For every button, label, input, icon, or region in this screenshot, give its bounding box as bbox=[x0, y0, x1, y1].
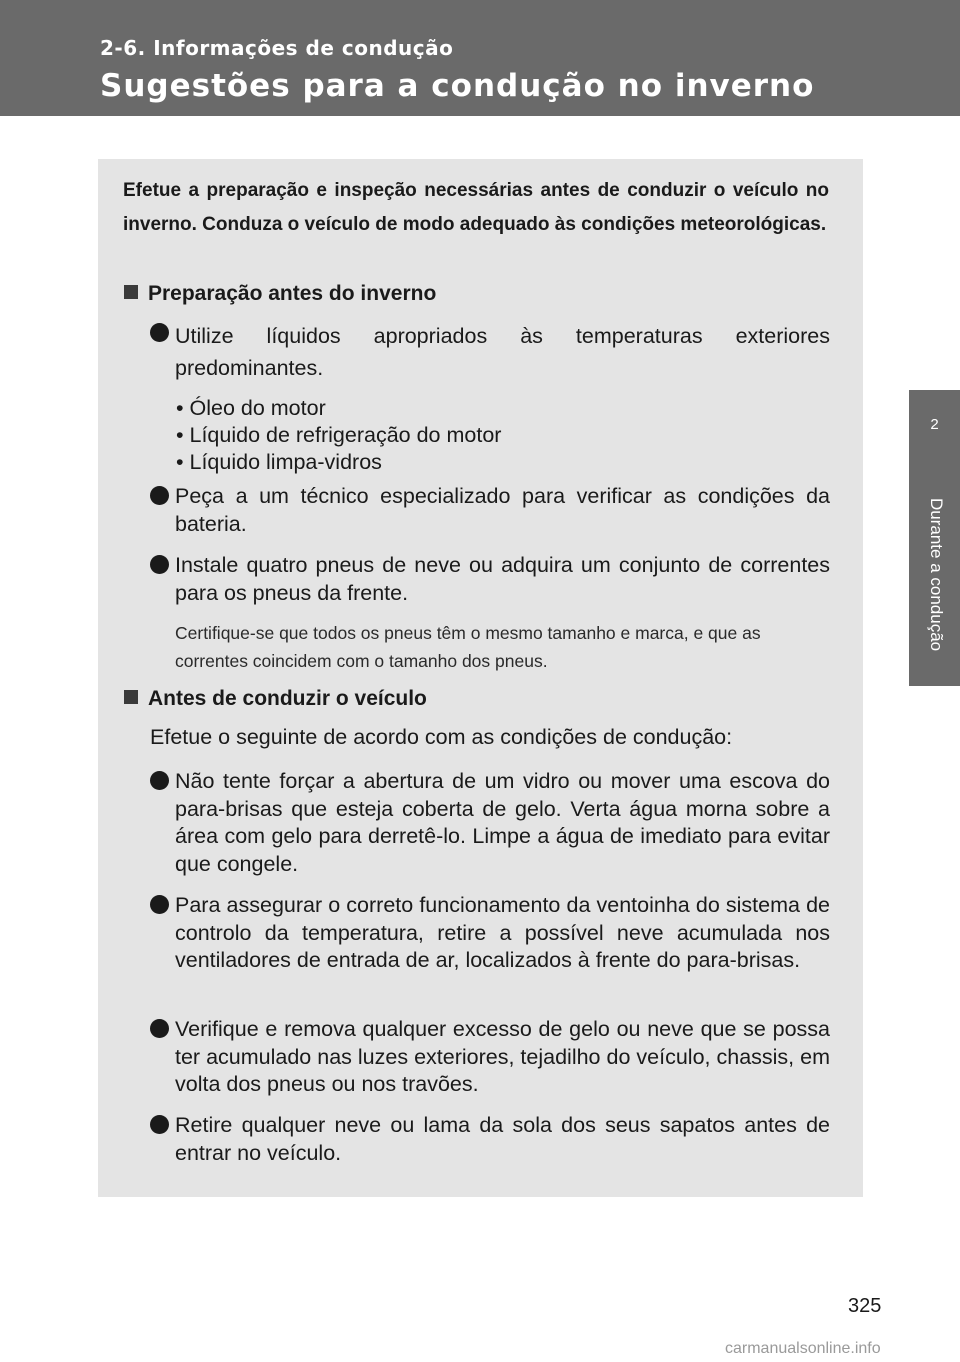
bullet-dot-icon bbox=[150, 895, 169, 914]
bullet-item bbox=[150, 483, 830, 538]
section-label: 2-6. Informações de condução bbox=[100, 36, 454, 60]
section-heading-preparation bbox=[124, 282, 436, 306]
square-bullet-icon bbox=[124, 690, 138, 704]
chapter-side-tab[interactable] bbox=[909, 390, 960, 686]
header-bar bbox=[0, 0, 960, 116]
bullet-text: Instale quatro pneus de neve ou adquira um conjunto de correntes para os pneus da frente. bbox=[175, 553, 830, 605]
bullet-dot-icon bbox=[150, 1019, 169, 1038]
section-intro-text: Efetue o seguinte de acordo com as condições de condução: bbox=[150, 725, 733, 749]
chapter-label: Durante a condução bbox=[927, 498, 946, 652]
watermark: carmanualsonline.info bbox=[725, 1340, 881, 1357]
bullet-text: Não tente forçar a abertura de um vidro ou mover uma escova do para-brisas que esteja coberta de gelo. Verta água morna sobre a área com gelo para derretê-lo. Limpe a água de imediato para evitar que congele. bbox=[175, 769, 830, 876]
bullet-item bbox=[150, 768, 830, 878]
bullet-dot-icon bbox=[150, 555, 169, 574]
bullet-text: Retire qualquer neve ou lama da sola dos seus sapatos antes de entrar no veículo. bbox=[175, 1113, 830, 1165]
page-title: Sugestões para a condução no inverno bbox=[100, 68, 815, 104]
note-text: Certifique-se que todos os pneus têm o mesmo tamanho e marca, e que as correntes coincidem com o tamanho dos pneus. bbox=[175, 623, 761, 671]
bullet-item bbox=[150, 1112, 830, 1167]
bullet-text: Utilize líquidos apropriados às temperaturas exteriores predominantes. bbox=[175, 324, 830, 380]
bullet-item bbox=[150, 552, 830, 607]
section-heading-before-driving bbox=[124, 687, 427, 711]
bullet-dot-icon bbox=[150, 323, 169, 342]
fluid-list-item: • Líquido de refrigeração do motor bbox=[176, 423, 502, 447]
bullet-text: Para assegurar o correto funcionamento da ventoinha do sistema de controlo da temperatura, retire a possível neve acumulada nos ventiladores de entrada de ar, localizados à frente do para-brisas. bbox=[175, 893, 830, 972]
bullet-item bbox=[150, 892, 830, 975]
square-bullet-icon bbox=[124, 285, 138, 299]
bullet-item bbox=[150, 1016, 830, 1099]
bullet-dot-icon bbox=[150, 1115, 169, 1134]
heading-text: Antes de conduzir o veículo bbox=[148, 687, 427, 710]
page-number: 325 bbox=[848, 1295, 882, 1317]
fluid-list-item: • Óleo do motor bbox=[176, 396, 326, 420]
bullet-text: Peça a um técnico especializado para verificar as condições da bateria. bbox=[175, 484, 830, 536]
bullet-text: Verifique e remova qualquer excesso de gelo ou neve que se possa ter acumulado nas luzes exteriores, tejadilho do veículo, chassis, em volta dos pneus ou nos travões. bbox=[175, 1017, 830, 1096]
heading-text: Preparação antes do inverno bbox=[148, 282, 437, 305]
intro-text: Efetue a preparação e inspeção necessárias antes de conduzir o veículo no inverno. Conduza o veículo de modo adequado às condições meteorológicas. bbox=[123, 180, 829, 235]
bullet-item bbox=[150, 320, 830, 384]
chapter-number: 2 bbox=[930, 416, 939, 433]
bullet-dot-icon bbox=[150, 486, 169, 505]
fluid-list-item: • Líquido limpa-vidros bbox=[176, 450, 382, 474]
bullet-dot-icon bbox=[150, 771, 169, 790]
